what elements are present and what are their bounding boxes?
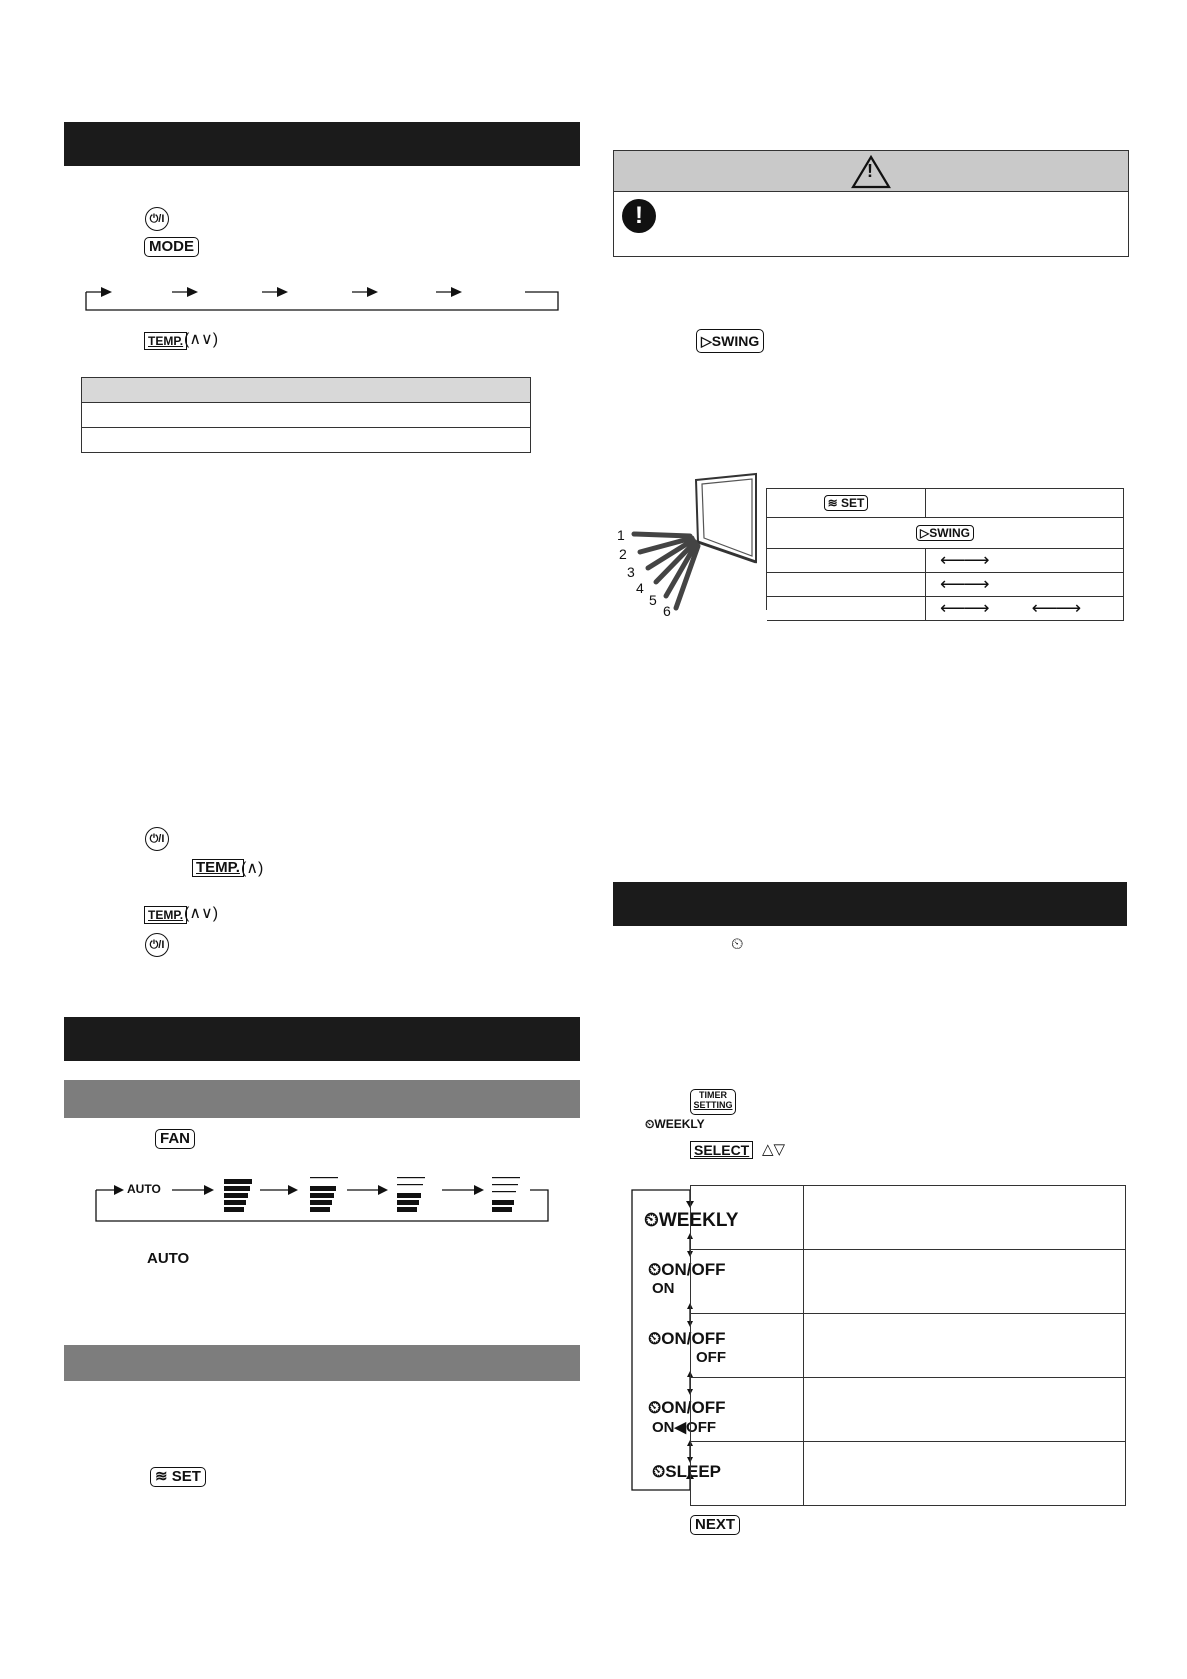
fan-auto-label: AUTO xyxy=(127,1182,161,1196)
mode-cycle-diagram xyxy=(80,282,566,312)
timer-mode-on-off: ⏲ON/OFF ON◀OFF xyxy=(648,1398,726,1436)
louver-diagram xyxy=(620,470,760,620)
louver-number-5: 5 xyxy=(649,592,657,608)
fan-button-icon: FAN xyxy=(155,1129,195,1149)
warning-exclamation: ! xyxy=(867,161,873,181)
timer-mode-sleep: ⏲SLEEP xyxy=(652,1462,722,1481)
swing-arrow-icon: ▷ xyxy=(701,333,712,349)
fan-speed-subheader-bar xyxy=(64,1080,580,1118)
timer-mode-weekly: ⏲WEEKLY xyxy=(644,1210,739,1231)
select-button-icon: SELECT xyxy=(690,1141,753,1159)
range-arrow-icon: ⟵⟶ xyxy=(940,574,988,594)
temp-arrows-icon-2: (∧∨) xyxy=(184,905,219,922)
temp-up-arrow-icon: (∧) xyxy=(241,860,264,877)
timer-icon: ⏲ xyxy=(731,936,744,953)
airflow-subheader-bar xyxy=(64,1345,580,1381)
power-button-icon-3: ⏻/I xyxy=(145,933,169,957)
temp-button-icon-2: TEMP. xyxy=(192,859,244,877)
swing-setting-table xyxy=(766,488,1124,621)
swing-table-left-border xyxy=(766,542,787,610)
mode-temperature-table xyxy=(81,377,531,453)
louver-number-1: 1 xyxy=(617,527,625,543)
power-button-icon-2: ⏻/I xyxy=(145,827,169,851)
caution-header xyxy=(614,151,1128,192)
caution-icon: ! xyxy=(622,199,656,233)
timer-mode-table xyxy=(690,1185,1126,1506)
airflow-direction-icon: ≋ xyxy=(155,1468,168,1485)
swing-button-icon: ▷SWING xyxy=(696,329,764,353)
fan-section-header-bar xyxy=(64,1017,580,1061)
range-arrow-icon: ⟵⟶ xyxy=(940,598,988,618)
temp-arrows-icon: (∧∨) xyxy=(184,331,219,348)
louver-number-6: 6 xyxy=(663,603,671,619)
timer-setting-button-icon: TIMER SETTING xyxy=(690,1089,736,1115)
section-header-bar xyxy=(64,122,580,166)
fan-cycle-lines xyxy=(92,1175,552,1225)
louver-number-3: 3 xyxy=(627,564,635,580)
set-key-small: ≋ SET xyxy=(824,495,869,511)
timer-section-header-bar xyxy=(613,882,1127,926)
timer-mode-on: ⏲ON/OFF ON xyxy=(648,1260,726,1297)
fan-speed-cycle xyxy=(92,1175,552,1225)
swing-key-small: ▷SWING xyxy=(916,525,974,541)
weekly-small-label: ⏲WEEKLY xyxy=(645,1117,705,1131)
range-arrow-icon: ⟵⟶ xyxy=(1031,598,1080,618)
timer-mode-off: ⏲ON/OFF OFF xyxy=(648,1329,726,1366)
temp-button-icon: TEMP. xyxy=(144,332,187,350)
range-arrow-icon: ⟵⟶ xyxy=(940,550,988,570)
louver-number-2: 2 xyxy=(619,546,627,562)
mode-button-icon: MODE xyxy=(144,237,199,257)
temp-button-icon-3: TEMP. xyxy=(144,906,187,924)
select-arrows-icon: △▽ xyxy=(762,1141,786,1158)
power-button-icon: ⏻/I xyxy=(145,207,169,231)
auto-label: AUTO xyxy=(147,1250,190,1267)
set-button-icon: ≋ SET xyxy=(150,1467,206,1487)
caution-box xyxy=(613,150,1129,257)
next-button-icon: NEXT xyxy=(690,1515,740,1535)
louver-number-4: 4 xyxy=(636,580,644,596)
